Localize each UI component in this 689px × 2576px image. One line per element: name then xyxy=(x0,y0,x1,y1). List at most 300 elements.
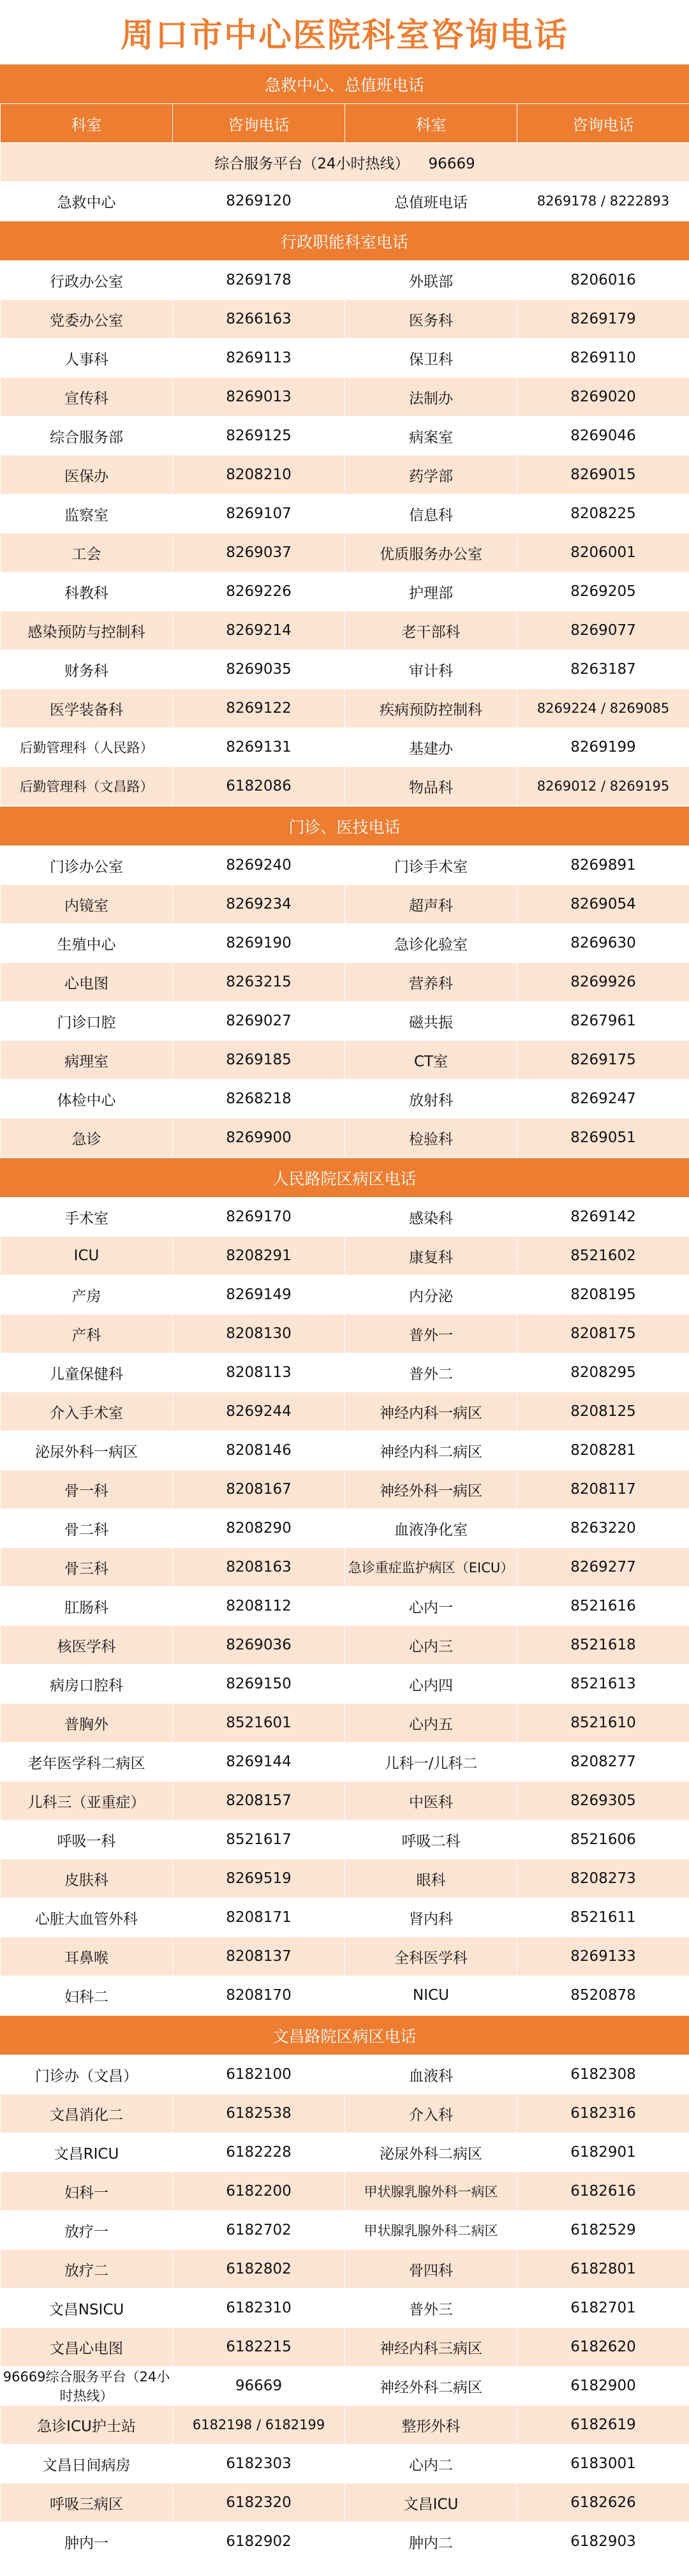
phone-table xyxy=(0,103,689,221)
phone-number[interactable]: 6182620 xyxy=(517,2328,689,2367)
table-row xyxy=(1,1665,689,1704)
department-name: 血液科 xyxy=(345,2055,517,2094)
table-row xyxy=(1,2250,689,2289)
department-name: 普外一 xyxy=(345,1314,517,1353)
table-row xyxy=(1,2172,689,2211)
department-name: 普胸外 xyxy=(1,1704,173,1743)
department-name: 肛肠科 xyxy=(1,1587,173,1626)
phone-table xyxy=(0,260,689,806)
section-title: 急救中心、总值班电话 xyxy=(0,64,689,103)
department-name: 神经内科二病区 xyxy=(345,1431,517,1470)
table-header-row xyxy=(1,104,689,143)
phone-number[interactable]: 8269190 xyxy=(173,924,345,963)
department-name: 监察室 xyxy=(1,495,173,533)
phone-number[interactable]: 8269891 xyxy=(517,846,689,885)
table-row xyxy=(1,1859,689,1898)
department-name: 外联部 xyxy=(345,261,517,300)
phone-number[interactable]: 8269037 xyxy=(173,533,345,572)
department-name: 综合服务部 xyxy=(1,417,173,456)
phone-number[interactable]: 8206016 xyxy=(517,261,689,300)
phone-table xyxy=(0,1197,689,2015)
phone-number[interactable]: 8269247 xyxy=(517,1080,689,1119)
table-row xyxy=(1,1041,689,1080)
phone-number[interactable]: 8269144 xyxy=(173,1743,345,1782)
section-title: 门诊、医技电话 xyxy=(0,806,689,845)
department-name: 产科 xyxy=(1,1314,173,1353)
phone-number[interactable]: 8269226 xyxy=(173,572,345,611)
phone-number[interactable]: 6182802 xyxy=(173,2250,345,2289)
section-title: 行政职能科室电话 xyxy=(0,221,689,260)
department-name: 核医学科 xyxy=(1,1626,173,1665)
table-row xyxy=(1,2445,689,2483)
department-name: 生殖中心 xyxy=(1,924,173,963)
table-row xyxy=(1,650,689,689)
department-name: 放射科 xyxy=(345,1080,517,1119)
department-name: 文昌消化二 xyxy=(1,2094,173,2133)
department-name: CT室 xyxy=(345,1041,517,1080)
phone-number[interactable]: 8521601 xyxy=(173,1704,345,1743)
table-row xyxy=(1,846,689,885)
department-name: 急诊 xyxy=(1,1119,173,1158)
phone-number[interactable]: 8521611 xyxy=(517,1898,689,1937)
phone-number[interactable]: 6182308 xyxy=(517,2055,689,2094)
phone-number[interactable]: 8208137 xyxy=(173,1937,345,1976)
department-name: 儿童保健科 xyxy=(1,1353,173,1392)
phone-number[interactable]: 96669 xyxy=(173,2367,345,2406)
department-name: 心内二 xyxy=(345,2445,517,2483)
table-row xyxy=(1,1587,689,1626)
table-row xyxy=(1,182,689,221)
department-name: 医务科 xyxy=(345,300,517,339)
department-name: 血液净化室 xyxy=(345,1509,517,1548)
phone-number[interactable]: 6182198 / 6182199 xyxy=(173,2406,345,2445)
table-row xyxy=(1,572,689,611)
phone-number[interactable]: 8208290 xyxy=(173,1509,345,1548)
table-row xyxy=(1,1314,689,1353)
department-name: 手术室 xyxy=(1,1198,173,1237)
department-name: 骨三科 xyxy=(1,1548,173,1587)
phone-number[interactable]: 8208291 xyxy=(173,1237,345,1276)
phone-number[interactable]: 8269178 / 8222893 xyxy=(517,182,689,221)
phone-number[interactable]: 6182100 xyxy=(173,2055,345,2094)
department-name: 磁共振 xyxy=(345,1002,517,1041)
phone-number[interactable]: 6182616 xyxy=(517,2172,689,2211)
table-row xyxy=(1,1119,689,1158)
phone-number[interactable]: 6182801 xyxy=(517,2250,689,2289)
department-name: 门诊办（文昌） xyxy=(1,2055,173,2094)
table-row xyxy=(1,2055,689,2094)
phone-number[interactable]: 8269185 xyxy=(173,1041,345,1080)
department-name: 超声科 xyxy=(345,885,517,924)
department-name: 基建办 xyxy=(345,728,517,767)
phone-number[interactable]: 8269178 xyxy=(173,261,345,300)
department-name: 呼吸一科 xyxy=(1,1820,173,1859)
department-name: 96669综合服务平台（24小时热线） xyxy=(1,2367,173,2406)
department-name: 放疗二 xyxy=(1,2250,173,2289)
table-row xyxy=(1,1820,689,1859)
department-name: 急诊化验室 xyxy=(345,924,517,963)
phone-number[interactable]: 8208210 xyxy=(173,456,345,495)
department-name: NICU xyxy=(345,1976,517,2015)
department-name: 检验科 xyxy=(345,1119,517,1158)
department-name: 心内三 xyxy=(345,1626,517,1665)
table-row xyxy=(1,2328,689,2367)
table-row xyxy=(1,300,689,339)
department-name: 门诊办公室 xyxy=(1,846,173,885)
phone-number[interactable]: 8269240 xyxy=(173,846,345,885)
phone-number[interactable]: 6182902 xyxy=(173,2522,345,2561)
phone-number[interactable]: 8208157 xyxy=(173,1782,345,1820)
table-row xyxy=(1,1898,689,1937)
table-row xyxy=(1,767,689,806)
phone-number[interactable]: 8520878 xyxy=(517,1976,689,2015)
table-row xyxy=(1,2289,689,2328)
department-name: 全科医学科 xyxy=(345,1937,517,1976)
phone-number[interactable]: 6182529 xyxy=(517,2211,689,2250)
phone-table xyxy=(0,2055,689,2561)
phone-number[interactable]: 8208125 xyxy=(517,1392,689,1431)
phone-number[interactable]: 8521617 xyxy=(173,1820,345,1859)
table-row xyxy=(1,1976,689,2015)
department-name: 文昌NSICU xyxy=(1,2289,173,2328)
phone-number[interactable]: 8269046 xyxy=(517,417,689,456)
phone-number[interactable]: 8269120 xyxy=(173,182,345,221)
hotline-label: 综合服务平台（24小时热线） xyxy=(214,155,410,172)
phone-number[interactable]: 8263215 xyxy=(173,963,345,1002)
phone-number[interactable]: 6182903 xyxy=(517,2522,689,2561)
phone-number[interactable]: 8521606 xyxy=(517,1820,689,1859)
phone-number[interactable]: 8269630 xyxy=(517,924,689,963)
table-row xyxy=(1,689,689,728)
department-name: 后勤管理科（文昌路） xyxy=(1,767,173,806)
phone-number[interactable]: 6182538 xyxy=(173,2094,345,2133)
phone-number[interactable]: 8269077 xyxy=(517,611,689,650)
phone-number[interactable]: 8208225 xyxy=(517,495,689,533)
department-name: 介入科 xyxy=(345,2094,517,2133)
department-name: 内镜室 xyxy=(1,885,173,924)
table-row xyxy=(1,533,689,572)
column-header-dept: 科室 xyxy=(345,104,517,143)
department-name: 神经内科一病区 xyxy=(345,1392,517,1431)
table-row xyxy=(1,2367,689,2406)
phone-number[interactable]: 8208195 xyxy=(517,1276,689,1314)
department-name: 介入手术室 xyxy=(1,1392,173,1431)
phone-number[interactable]: 8269205 xyxy=(517,572,689,611)
table-row xyxy=(1,1431,689,1470)
phone-number[interactable]: 8263187 xyxy=(517,650,689,689)
section-title: 人民路院区病区电话 xyxy=(0,1158,689,1197)
department-name: 产房 xyxy=(1,1276,173,1314)
phone-number[interactable]: 6182215 xyxy=(173,2328,345,2367)
department-name: 信息科 xyxy=(345,495,517,533)
column-header-phone: 咨询电话 xyxy=(173,104,345,143)
phone-number[interactable]: 8269110 xyxy=(517,339,689,378)
phone-number[interactable]: 8269179 xyxy=(517,300,689,339)
hotline-cell xyxy=(1,143,689,182)
department-name: 甲状腺乳腺外科一病区 xyxy=(345,2172,517,2211)
table-row xyxy=(1,417,689,456)
department-name: 文昌心电图 xyxy=(1,2328,173,2367)
department-name: 呼吸二科 xyxy=(345,1820,517,1859)
table-row xyxy=(1,963,689,1002)
phone-number[interactable]: 8269122 xyxy=(173,689,345,728)
department-name: 妇科一 xyxy=(1,2172,173,2211)
table-row xyxy=(1,2522,689,2561)
department-name: 骨一科 xyxy=(1,1470,173,1509)
department-name: 内分泌 xyxy=(345,1276,517,1314)
phone-number[interactable]: 6182303 xyxy=(173,2445,345,2483)
table-row xyxy=(1,456,689,495)
department-name: 肿内一 xyxy=(1,2522,173,2561)
department-name: 老干部科 xyxy=(345,611,517,650)
department-name: 眼科 xyxy=(345,1859,517,1898)
phone-number[interactable]: 6182316 xyxy=(517,2094,689,2133)
department-name: 行政办公室 xyxy=(1,261,173,300)
hotline-phone[interactable]: 96669 xyxy=(428,155,475,172)
phone-number[interactable]: 6182701 xyxy=(517,2289,689,2328)
phone-number[interactable]: 8269926 xyxy=(517,963,689,1002)
table-row xyxy=(1,1276,689,1314)
phone-number[interactable]: 8269519 xyxy=(173,1859,345,1898)
department-name: 感染科 xyxy=(345,1198,517,1237)
department-name: 甲状腺乳腺外科二病区 xyxy=(345,2211,517,2250)
department-name: 中医科 xyxy=(345,1782,517,1820)
department-name: 骨二科 xyxy=(1,1509,173,1548)
phone-number[interactable]: 8269051 xyxy=(517,1119,689,1158)
department-name: 心脏大血管外科 xyxy=(1,1898,173,1937)
phone-number[interactable]: 8269900 xyxy=(173,1119,345,1158)
phone-number[interactable]: 8269012 / 8269195 xyxy=(517,767,689,806)
table-row xyxy=(1,2094,689,2133)
table-row xyxy=(1,1704,689,1743)
phone-number[interactable]: 6182200 xyxy=(173,2172,345,2211)
department-name: 整形外科 xyxy=(345,2406,517,2445)
table-row xyxy=(1,2211,689,2250)
phone-number[interactable]: 6182320 xyxy=(173,2483,345,2522)
department-name: 泌尿外科二病区 xyxy=(345,2133,517,2172)
section-title: 文昌路院区病区电话 xyxy=(0,2015,689,2055)
phone-number[interactable]: 6182310 xyxy=(173,2289,345,2328)
department-name: 耳鼻喉 xyxy=(1,1937,173,1976)
department-name: 财务科 xyxy=(1,650,173,689)
phone-number[interactable]: 8269234 xyxy=(173,885,345,924)
phone-number[interactable]: 8269224 / 8269085 xyxy=(517,689,689,728)
department-name: 文昌日间病房 xyxy=(1,2445,173,2483)
department-name: 营养科 xyxy=(345,963,517,1002)
department-name: 党委办公室 xyxy=(1,300,173,339)
phone-number[interactable]: 8521618 xyxy=(517,1626,689,1665)
department-name: 神经外科一病区 xyxy=(345,1470,517,1509)
table-row xyxy=(1,2483,689,2522)
department-name: 肿内二 xyxy=(345,2522,517,2561)
department-name: 医学装备科 xyxy=(1,689,173,728)
department-name: 病房口腔科 xyxy=(1,1665,173,1704)
table-row xyxy=(1,1509,689,1548)
phone-number[interactable]: 8266163 xyxy=(173,300,345,339)
phone-number[interactable]: 8269020 xyxy=(517,378,689,417)
table-row xyxy=(1,728,689,767)
department-name: 优质服务办公室 xyxy=(345,533,517,572)
department-name: 门诊口腔 xyxy=(1,1002,173,1041)
department-name: 肾内科 xyxy=(345,1898,517,1937)
department-name: 呼吸三病区 xyxy=(1,2483,173,2522)
phone-number[interactable]: 8208130 xyxy=(173,1314,345,1353)
phone-number[interactable]: 8521610 xyxy=(517,1704,689,1743)
department-name: 法制办 xyxy=(345,378,517,417)
phone-number[interactable]: 6182086 xyxy=(173,767,345,806)
phone-number[interactable]: 8269027 xyxy=(173,1002,345,1041)
department-name: 医保办 xyxy=(1,456,173,495)
table-row xyxy=(1,1080,689,1119)
department-name: 妇科二 xyxy=(1,1976,173,2015)
department-name: 物品科 xyxy=(345,767,517,806)
phone-number[interactable]: 8269305 xyxy=(517,1782,689,1820)
department-name: 康复科 xyxy=(345,1237,517,1276)
phone-number[interactable]: 8208146 xyxy=(173,1431,345,1470)
phone-number[interactable]: 8208117 xyxy=(517,1470,689,1509)
phone-number[interactable]: 8269150 xyxy=(173,1665,345,1704)
department-name: 心内四 xyxy=(345,1665,517,1704)
department-name: 总值班电话 xyxy=(345,182,517,221)
phone-number[interactable]: 8208273 xyxy=(517,1859,689,1898)
phone-number[interactable]: 8208113 xyxy=(173,1353,345,1392)
department-name: 疾病预防控制科 xyxy=(345,689,517,728)
phone-number[interactable]: 8269142 xyxy=(517,1198,689,1237)
phone-table xyxy=(0,845,689,1158)
phone-number[interactable]: 8269131 xyxy=(173,728,345,767)
phone-number[interactable]: 8208175 xyxy=(517,1314,689,1353)
department-name: 病理室 xyxy=(1,1041,173,1080)
department-name: 病案室 xyxy=(345,417,517,456)
column-header-phone: 咨询电话 xyxy=(517,104,689,143)
phone-number[interactable]: 8269149 xyxy=(173,1276,345,1314)
department-name: 门诊手术室 xyxy=(345,846,517,885)
table-row xyxy=(1,1937,689,1976)
phone-number[interactable]: 8269107 xyxy=(173,495,345,533)
department-name: 泌尿外科一病区 xyxy=(1,1431,173,1470)
table-row xyxy=(1,1626,689,1665)
phone-number[interactable]: 6182702 xyxy=(173,2211,345,2250)
table-row xyxy=(1,1237,689,1276)
table-row xyxy=(1,378,689,417)
department-name: 皮肤科 xyxy=(1,1859,173,1898)
phone-number[interactable]: 8521613 xyxy=(517,1665,689,1704)
phone-number[interactable]: 8269277 xyxy=(517,1548,689,1587)
phone-number[interactable]: 8269199 xyxy=(517,728,689,767)
phone-number[interactable]: 8269113 xyxy=(173,339,345,378)
phone-number[interactable]: 8269015 xyxy=(517,456,689,495)
department-name: 感染预防与控制科 xyxy=(1,611,173,650)
department-name: 体检中心 xyxy=(1,1080,173,1119)
department-name: 文昌ICU xyxy=(345,2483,517,2522)
column-header-dept: 科室 xyxy=(1,104,173,143)
department-name: 后勤管理科（人民路） xyxy=(1,728,173,767)
phone-number[interactable]: 8269244 xyxy=(173,1392,345,1431)
phone-number[interactable]: 8269133 xyxy=(517,1937,689,1976)
phone-number[interactable]: 8208170 xyxy=(173,1976,345,2015)
department-name: 儿科一/儿科二 xyxy=(345,1743,517,1782)
hotline-row xyxy=(1,143,689,182)
department-name: 文昌RICU xyxy=(1,2133,173,2172)
table-row xyxy=(1,1782,689,1820)
table-row xyxy=(1,261,689,300)
department-name: 急救中心 xyxy=(1,182,173,221)
phone-number[interactable]: 6182619 xyxy=(517,2406,689,2445)
phone-number[interactable]: 8208281 xyxy=(517,1431,689,1470)
table-row xyxy=(1,339,689,378)
table-row xyxy=(1,1548,689,1587)
phone-number[interactable]: 8206001 xyxy=(517,533,689,572)
department-name: 药学部 xyxy=(345,456,517,495)
phone-number[interactable]: 6182626 xyxy=(517,2483,689,2522)
page-title: 周口市中心医院科室咨询电话 xyxy=(120,16,568,55)
phone-number[interactable]: 8269054 xyxy=(517,885,689,924)
sections-container xyxy=(0,64,689,2561)
department-name: 工会 xyxy=(1,533,173,572)
phone-number[interactable]: 8208171 xyxy=(173,1898,345,1937)
department-name: 普外三 xyxy=(345,2289,517,2328)
table-row xyxy=(1,924,689,963)
department-name: 急诊ICU护士站 xyxy=(1,2406,173,2445)
table-row xyxy=(1,1353,689,1392)
table-row xyxy=(1,495,689,533)
table-row xyxy=(1,1002,689,1041)
department-name: 放疗一 xyxy=(1,2211,173,2250)
phone-number[interactable]: 8208112 xyxy=(173,1587,345,1626)
phone-number[interactable]: 8521616 xyxy=(517,1587,689,1626)
phone-number[interactable]: 8269036 xyxy=(173,1626,345,1665)
phone-number[interactable]: 8269035 xyxy=(173,650,345,689)
phone-number[interactable]: 8263220 xyxy=(517,1509,689,1548)
phone-number[interactable]: 6182900 xyxy=(517,2367,689,2406)
department-name: 急诊重症监护病区（EICU） xyxy=(345,1548,517,1587)
department-name: 保卫科 xyxy=(345,339,517,378)
phone-number[interactable]: 6183001 xyxy=(517,2445,689,2483)
phone-number[interactable]: 8268218 xyxy=(173,1080,345,1119)
phone-number[interactable]: 8269214 xyxy=(173,611,345,650)
department-name: 心内一 xyxy=(345,1587,517,1626)
department-name: 普外二 xyxy=(345,1353,517,1392)
department-name: 儿科三（亚重症） xyxy=(1,1782,173,1820)
phone-number[interactable]: 6182228 xyxy=(173,2133,345,2172)
phone-number[interactable]: 8521602 xyxy=(517,1237,689,1276)
table-row xyxy=(1,1470,689,1509)
phone-number[interactable]: 8208277 xyxy=(517,1743,689,1782)
phone-number[interactable]: 8269125 xyxy=(173,417,345,456)
department-name: 心内五 xyxy=(345,1704,517,1743)
department-name: 宣传科 xyxy=(1,378,173,417)
phone-number[interactable]: 8269175 xyxy=(517,1041,689,1080)
department-name: ICU xyxy=(1,1237,173,1276)
department-name: 审计科 xyxy=(345,650,517,689)
department-name: 神经外科二病区 xyxy=(345,2367,517,2406)
phone-number[interactable]: 6182901 xyxy=(517,2133,689,2172)
department-name: 护理部 xyxy=(345,572,517,611)
phone-number[interactable]: 8208295 xyxy=(517,1353,689,1392)
department-name: 心电图 xyxy=(1,963,173,1002)
table-row xyxy=(1,1392,689,1431)
phone-number[interactable]: 8208163 xyxy=(173,1548,345,1587)
phone-number[interactable]: 8269170 xyxy=(173,1198,345,1237)
department-name: 人事科 xyxy=(1,339,173,378)
table-row xyxy=(1,2406,689,2445)
department-name: 神经内科三病区 xyxy=(345,2328,517,2367)
phone-number[interactable]: 8269013 xyxy=(173,378,345,417)
phone-number[interactable]: 8208167 xyxy=(173,1470,345,1509)
phone-number[interactable]: 8267961 xyxy=(517,1002,689,1041)
table-row xyxy=(1,611,689,650)
department-name: 科教科 xyxy=(1,572,173,611)
